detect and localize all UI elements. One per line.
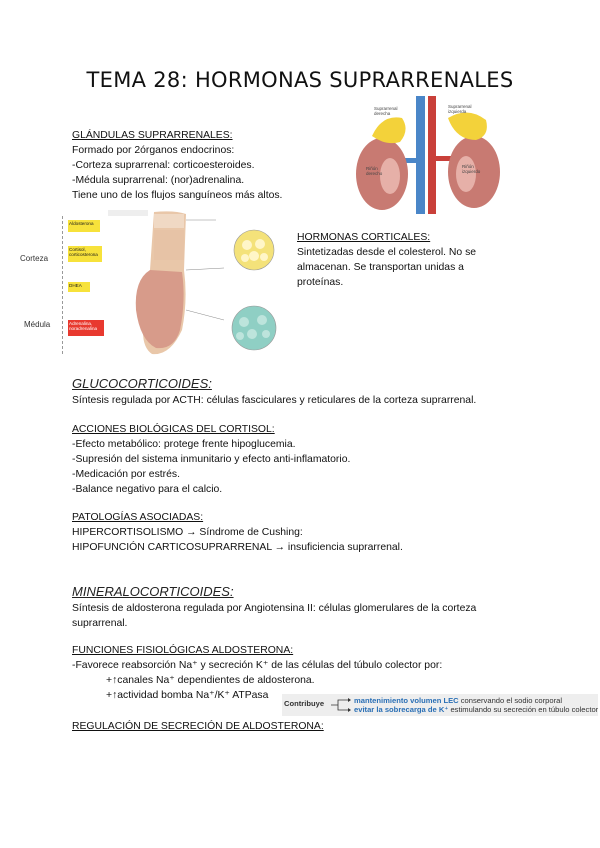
corticales-line: almacenan. Se transportan unidas a <box>297 262 464 273</box>
acciones-line: -Medicación por estrés. <box>72 469 180 480</box>
label-right-adrenal: Suprarrenal derecha <box>374 106 398 116</box>
label-medula: Médula <box>24 320 51 329</box>
acciones-line: -Supresión del sistema inmunitario y efecto anti-inflamatorio. <box>72 454 351 465</box>
funciones-heading: FUNCIONES FISIOLÓGICAS ALDOSTERONA: <box>72 645 294 656</box>
acciones-line: -Balance negativo para el calcio. <box>72 484 223 495</box>
histology-figure <box>18 210 298 360</box>
contribuye-label: Contribuye <box>284 699 325 708</box>
zone-dhea: DHEA <box>68 282 90 292</box>
zone-cortisol: Cortisol, corticosterona <box>68 246 102 262</box>
acciones-heading: ACCIONES BIOLÓGICAS DEL CORTISOL: <box>72 424 275 435</box>
gluco-heading: GLUCOCORTICOIDES: <box>72 376 212 391</box>
mineral-line: suprarrenal. <box>72 618 128 629</box>
corticales-line: Sintetizadas desde el colesterol. No se <box>297 247 477 258</box>
mineral-heading: MINERALOCORTICOIDES: <box>72 584 234 599</box>
glandulas-line: -Corteza suprarrenal: corticoesteroides. <box>72 160 255 171</box>
patologias-section <box>72 510 403 555</box>
mineral-line: Síntesis de aldosterona regulada por Angiotensina II: células glomerulares de la corteza <box>72 603 477 614</box>
funciones-line: -Favorece reabsorción Na⁺ y secreción K⁺ de las células del túbulo colector por: <box>72 660 443 671</box>
corticales-heading: HORMONAS CORTICALES: <box>297 232 431 243</box>
label-corteza: Corteza <box>20 254 49 263</box>
label-right-kidney: Riñón derecho <box>366 166 383 176</box>
patologias-heading: PATOLOGÍAS ASOCIADAS: <box>72 512 204 523</box>
contribuye-row-1: mantenimiento volumen LEC conservando el sodio corporal <box>354 696 563 705</box>
corticales-line: proteínas. <box>297 277 344 288</box>
corticales-section <box>297 230 476 290</box>
glandulas-line: -Médula suprarrenal: (nor)adrenalina. <box>72 175 245 186</box>
regulacion-heading: REGULACIÓN DE SECRECIÓN DE ALDOSTERONA: <box>72 721 324 732</box>
acciones-line: -Efecto metabólico: protege frente hipoglucemia. <box>72 439 296 450</box>
patologias-line: HIPERCORTISOLISMO → Síndrome de Cushing: <box>72 527 303 538</box>
glandulas-heading: GLÁNDULAS SUPRARRENALES: <box>72 130 233 141</box>
label-left-kidney: Riñón izquierdo <box>462 164 481 174</box>
glandulas-line: Tiene uno de los flujos sanguíneos más altos. <box>72 190 283 201</box>
kidney-figure <box>352 96 502 214</box>
funciones-line: +↑canales Na⁺ dependientes de aldosterona. <box>106 675 315 686</box>
funciones-line: +↑actividad bomba Na⁺/K⁺ ATPasa <box>106 690 269 701</box>
mineral-section <box>72 601 476 631</box>
zone-aldosterona: Aldosterona <box>68 220 100 232</box>
glandulas-line: Formado por 2órganos endocrinos: <box>72 145 235 156</box>
contribuye-row-2: evitar la sobrecarga de K⁺ estimulando su secreción en túbulo colector <box>354 705 599 714</box>
page-title: TEMA 28: HORMONAS SUPRARRENALES <box>86 68 514 92</box>
patologias-line: HIPOFUNCIÓN CARTICOSUPRARRENAL → insuficiencia suprarrenal. <box>72 542 403 553</box>
gluco-text: Síntesis regulada por ACTH: células fasciculares y reticulares de la corteza suprarrenal. <box>72 395 477 406</box>
branch-arrow-icon <box>330 696 352 714</box>
contribuye-note <box>282 694 598 716</box>
acciones-section <box>72 422 350 497</box>
bracket-line <box>62 216 64 354</box>
histology-illustration <box>104 210 296 360</box>
zone-adrenalina: Adrenalina, noradrenalina <box>68 320 104 336</box>
glandulas-section <box>72 128 282 203</box>
label-left-adrenal: Suprarrenal izquierda <box>448 104 472 114</box>
